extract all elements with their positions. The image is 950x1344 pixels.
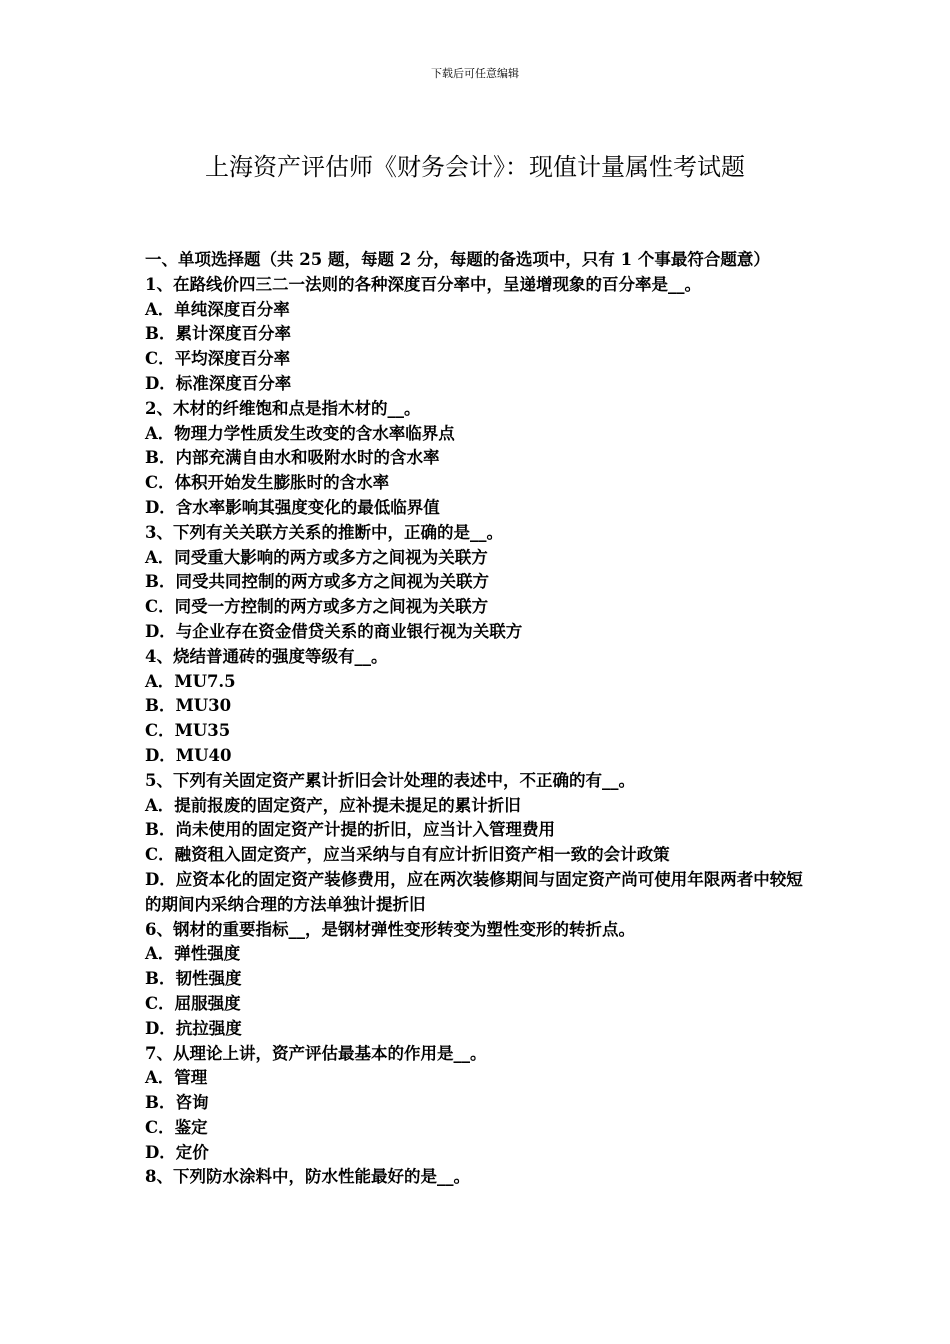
question-8-stem: 8、下列防水涂料中，防水性能最好的是__。 [145, 1167, 470, 1187]
question-2-stem: 2、木材的纤维饱和点是指木材的__。 [145, 398, 421, 418]
question-4-option-a: A．MU7.5 [145, 671, 236, 691]
question-4-option-b: B．MU30 [145, 696, 232, 716]
question-1-stem: 1、在路线价四三二一法则的各种深度百分率中，呈递增现象的百分率是__。 [145, 274, 701, 294]
question-5-option-d: D．应资本化的固定资产装修费用，应在两次装修期间与固定资产尚可使用年限两者中较短的期间内采纳合理的方法单独计提折旧 [145, 869, 803, 914]
question-4-option-c: C．MU35 [145, 721, 231, 741]
question-3-option-a: A．同受重大影响的两方或多方之间视为关联方 [145, 547, 488, 567]
page-title: 上海资产评估师《财务会计》：现值计量属性考试题 [205, 153, 745, 181]
question-3-stem: 3、下列有关关联方关系的推断中，正确的是__。 [145, 522, 503, 542]
question-1-option-b: B．累计深度百分率 [145, 324, 291, 344]
question-1-option-a: A．单纯深度百分率 [145, 299, 290, 319]
question-7-option-a: A．管理 [145, 1068, 208, 1088]
question-4-stem: 4、烧结普通砖的强度等级有__。 [145, 646, 388, 666]
question-6-stem: 6、钢材的重要指标__，是钢材弹性变形转变为塑性变形的转折点。 [145, 919, 635, 939]
question-7-option-d: D．定价 [145, 1142, 209, 1162]
question-7-option-b: B．咨询 [145, 1093, 209, 1113]
question-3-option-d: D．与企业存在资金借贷关系的商业银行视为关联方 [145, 621, 523, 641]
question-5-option-c: C．融资租入固定资产，应当采纳与自有应计折旧资产相一致的会计政策 [145, 845, 670, 865]
question-7-option-c: C．鉴定 [145, 1117, 208, 1137]
question-5-option-a: A．提前报废的固定资产，应补提未提足的累计折旧 [145, 795, 521, 815]
question-6-option-a: A．弹性强度 [145, 944, 241, 964]
section-heading: 一、单项选择题（共 25 题，每题 2 分，每题的备选项中，只有 1 个事最符合题意） [145, 250, 770, 269]
question-6-option-d: D．抗拉强度 [145, 1018, 242, 1038]
header-note: 下载后可任意编辑 [431, 67, 519, 80]
question-3-option-c: C．同受一方控制的两方或多方之间视为关联方 [145, 597, 489, 617]
question-6-option-c: C．屈服强度 [145, 993, 241, 1013]
question-7-stem: 7、从理论上讲，资产评估最基本的作用是__。 [145, 1043, 487, 1063]
question-1-option-d: D．标准深度百分率 [145, 373, 292, 393]
question-2-option-d: D．含水率影响其强度变化的最低临界值 [145, 497, 440, 517]
question-2-option-a: A．物理力学性质发生改变的含水率临界点 [145, 423, 455, 443]
exam-content [145, 248, 810, 1190]
question-2-option-b: B．内部充满自由水和吸附水时的含水率 [145, 448, 440, 468]
question-4-option-d: D．MU40 [145, 745, 232, 765]
question-2-option-c: C．体积开始发生膨胀时的含水率 [145, 473, 390, 493]
question-3-option-b: B．同受共同控制的两方或多方之间视为关联方 [145, 572, 489, 592]
question-5-stem: 5、下列有关固定资产累计折旧会计处理的表述中，不正确的有__。 [145, 770, 635, 790]
question-5-option-b: B．尚未使用的固定资产计提的折旧，应当计入管理费用 [145, 820, 555, 840]
question-1-option-c: C．平均深度百分率 [145, 349, 291, 369]
question-6-option-b: B．韧性强度 [145, 969, 242, 989]
